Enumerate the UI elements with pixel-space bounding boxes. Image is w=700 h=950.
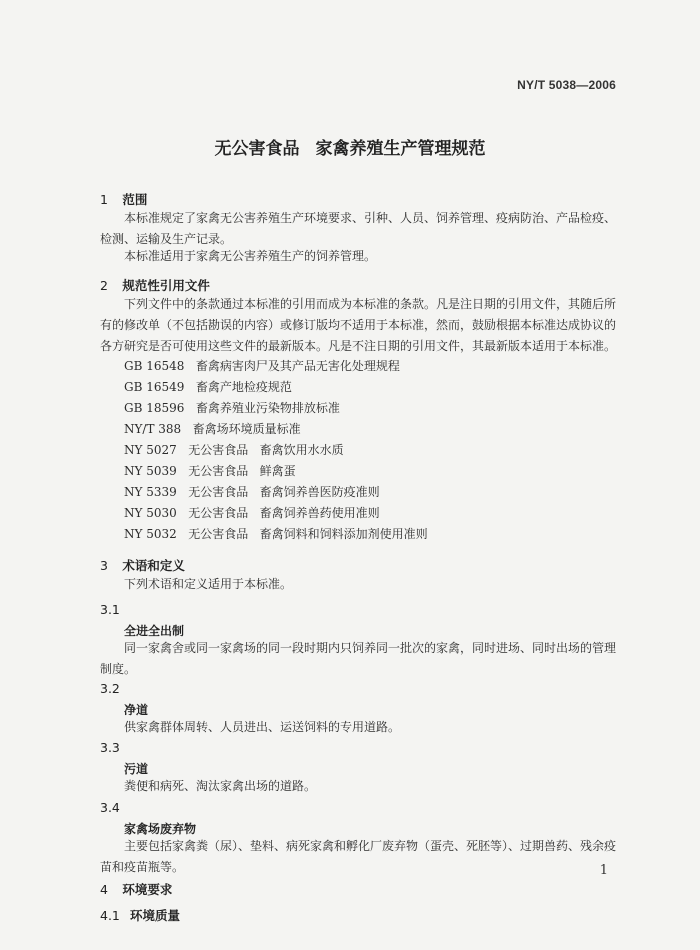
section-1-heading (100, 190, 147, 208)
subsection-4-1-heading (100, 906, 180, 924)
term-definition: 粪便和病死、淘汰家禽出场的道路。 (124, 779, 317, 793)
section-1-paragraph-2: 本标准适用于家禽无公害养殖生产的饲养管理。 (124, 249, 377, 263)
reference-item: GB 16548 畜禽病害肉尸及其产品无害化处理规程 (124, 359, 400, 373)
reference-item: NY 5030 无公害食品 畜禽饲养兽药使用准则 (124, 506, 380, 520)
term-definition: 主要包括家禽粪（尿）、垫料、病死家禽和孵化厂废弃物（蛋壳、死胚等）、过期兽药、残余疫苗和疫苗瓶等。 (100, 839, 617, 874)
reference-item: NY/T 388 畜禽场环境质量标准 (124, 422, 301, 436)
term-name: 全进全出制 (124, 624, 185, 638)
section-3-heading (100, 556, 185, 574)
section-2-paragraph: 下列文件中的条款通过本标准的引用而成为本标准的条款。凡是注日期的引用文件，其随后所有的修改单（不包括勘误的内容）或修订版均不适用于本标准，然而，鼓励根据本标准达成协议的各方研究是否可使用这些文件的最新版本。凡是不注日期的引用文件，其最新版本适用于本标准。 (100, 297, 617, 353)
section-4-number: 4 (100, 882, 108, 897)
reference-item: NY 5039 无公害食品 鲜禽蛋 (124, 464, 296, 478)
section-3-number: 3 (100, 558, 108, 573)
section-1-title: 范围 (122, 192, 148, 207)
section-2-title: 规范性引用文件 (122, 278, 210, 293)
reference-item: GB 16549 畜禽产地检疫规范 (124, 380, 292, 394)
term-name: 家禽场废弃物 (124, 822, 197, 836)
term-name: 净道 (124, 703, 149, 717)
section-3-title: 术语和定义 (122, 558, 185, 573)
term-definition: 同一家禽舍或同一家禽场的同一段时期内只饲养同一批次的家禽，同时进场、同时出场的管理制度。 (100, 641, 617, 676)
section-2-heading (100, 276, 210, 294)
reference-item: GB 18596 畜禽养殖业污染物排放标准 (124, 401, 340, 415)
reference-item: NY 5032 无公害食品 畜禽饲料和饲料添加剂使用准则 (124, 527, 428, 541)
term-name: 污道 (124, 762, 149, 776)
title-main: 无公害食品 (214, 139, 300, 159)
clause-number: 3.3 (100, 740, 120, 755)
section-2-number: 2 (100, 278, 108, 293)
clause-number: 3.4 (100, 800, 120, 815)
clause-number: 3.2 (100, 681, 120, 696)
section-4-title: 环境要求 (122, 882, 173, 897)
reference-item: NY 5027 无公害食品 畜禽饮用水水质 (124, 443, 344, 457)
clause-number: 3.1 (100, 602, 120, 617)
term-definition: 供家禽群体周转、人员进出、运送饲料的专用道路。 (124, 720, 401, 734)
subsection-4-1-title: 环境质量 (129, 908, 180, 923)
subsection-4-1-number: 4.1 (100, 908, 120, 923)
section-3-intro: 下列术语和定义适用于本标准。 (124, 577, 293, 591)
page-number: 1 (599, 863, 608, 878)
section-1-number: 1 (100, 192, 108, 207)
reference-item: NY 5339 无公害食品 畜禽饲养兽医防疫准则 (124, 485, 380, 499)
section-1-paragraph-1: 本标准规定了家禽无公害养殖生产环境要求、引种、人员、饲养管理、疫病防治、产品检疫、检测、运输及生产记录。 (100, 211, 617, 246)
document-title (0, 134, 700, 159)
standard-code: NY/T 5038—2006 (517, 78, 616, 92)
section-4-heading (100, 880, 172, 898)
title-sub: 家禽养殖生产管理规范 (315, 139, 486, 159)
